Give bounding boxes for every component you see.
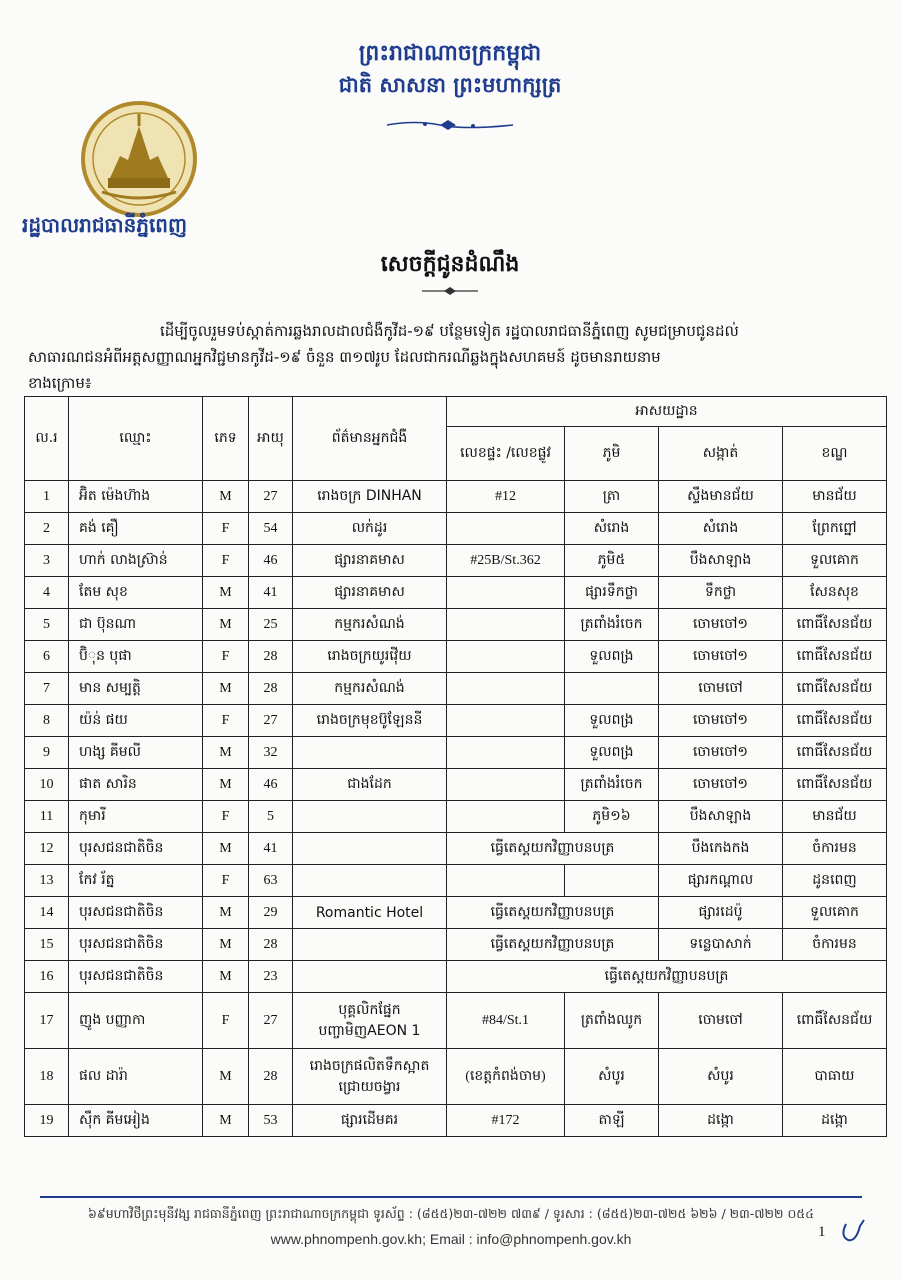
cell-house: #172: [447, 1105, 565, 1137]
cases-table: [24, 396, 887, 1137]
table-row: [25, 929, 887, 961]
cell-info: ផ្សារនាគមាស: [293, 577, 447, 609]
cell-name: ជា ប៊ុនណា: [69, 609, 203, 641]
national-motto: ជាតិ សាសនា ព្រះមហាក្សត្រ: [338, 73, 562, 97]
cell-name: បុរសជនជាតិចិន: [69, 897, 203, 929]
issuing-authority: រដ្ឋបាលរាជធានីភ្នំពេញ: [22, 213, 188, 237]
cell-sex: M: [203, 609, 249, 641]
cell-age: 27: [249, 993, 293, 1049]
table-row: [25, 481, 887, 513]
cell-no: 1: [25, 481, 69, 513]
cell-no: 17: [25, 993, 69, 1049]
cell-info: [293, 833, 447, 865]
table-row: [25, 769, 887, 801]
footer-contact: www.phnompenh.gov.kh; Email : info@phnompenh.gov.kh: [270, 1231, 632, 1247]
cell-no: 7: [25, 673, 69, 705]
col-header-house: លេខផ្ទះ /លេខផ្លូវ: [447, 427, 565, 481]
cell-commune: ចោមចៅ១: [659, 705, 783, 737]
cell-age: 5: [249, 801, 293, 833]
cell-commune: ចោមចៅ: [659, 673, 783, 705]
cell-info: លក់ដូរ: [293, 513, 447, 545]
cell-sex: F: [203, 705, 249, 737]
cell-sex: M: [203, 897, 249, 929]
cell-house: [447, 609, 565, 641]
cell-commune: ចោមចៅ: [659, 993, 783, 1049]
intro-line-3: ខាងក្រោម៖: [28, 374, 92, 392]
col-header-district: ខណ្ឌ: [783, 427, 887, 481]
cell-sex: M: [203, 481, 249, 513]
cell-village: ភូមិ៥: [565, 545, 659, 577]
cell-info: ផ្សារដើមគរ: [293, 1105, 447, 1137]
intro-line-1: ដើម្បីចូលរួមទប់ស្កាត់ការឆ្លងរាលដាលជំងឺកូវីដ-១៩ បន្ថែមទៀត រដ្ឋបាលរាជធានីភ្នំពេញ សូមជម្រាបជូនដល់: [160, 322, 739, 340]
table-row: [25, 801, 887, 833]
table-row: [25, 641, 887, 673]
cell-span: ធ្វើតេស្តយកវិញ្ញាបនបត្រ: [447, 833, 659, 865]
cell-sex: M: [203, 961, 249, 993]
cell-info: ផ្សារនាគមាស: [293, 545, 447, 577]
cell-village: [565, 865, 659, 897]
cell-commune: ដង្កោ: [659, 1105, 783, 1137]
cell-district: ចំការមន: [783, 929, 887, 961]
cell-house: [447, 513, 565, 545]
table-row: [25, 609, 887, 641]
cell-district: ពោធិ៍សែនជ័យ: [783, 641, 887, 673]
table-body: [25, 481, 887, 1137]
cell-no: 9: [25, 737, 69, 769]
cell-span: ធ្វើតេស្តយកវិញ្ញាបនបត្រ: [447, 897, 659, 929]
col-header-address: អាសយដ្ឋាន: [447, 397, 887, 427]
cell-sex: M: [203, 769, 249, 801]
cell-village: ត្រា: [565, 481, 659, 513]
col-header-village: ភូមិ: [565, 427, 659, 481]
footer-address: ៦៩មហាវិថីព្រះមុនីវង្ស រាជធានីភ្នំពេញ ព្រះរាជាណាចក្រកម្ពុជា ទូរស័ព្ទ : (៨៥៥)២៣-៧២២ ៧៣៩ / ទូរសារ : (៨៥៥)២៣-៧២៥ ៦២៦ / ២៣-៧២២ ០៥៤: [88, 1206, 814, 1221]
table-row: [25, 545, 887, 577]
cell-name: យ៉ន់ ផយ: [69, 705, 203, 737]
cell-age: 32: [249, 737, 293, 769]
col-header-no: ល.រ: [25, 397, 69, 481]
cell-house: [447, 673, 565, 705]
cell-sex: F: [203, 545, 249, 577]
col-header-info: ព័ត៌មានអ្នកជំងឺ: [293, 397, 447, 481]
cell-village: ទួលពង្រ: [565, 737, 659, 769]
cell-district: ចំការមន: [783, 833, 887, 865]
cell-district: ព្រែកព្នៅ: [783, 513, 887, 545]
table-row: [25, 673, 887, 705]
cell-age: 41: [249, 577, 293, 609]
cell-info: រោងចក្រមុខប៊ូឡែននី: [293, 705, 447, 737]
cell-name: ផាត សារិន: [69, 769, 203, 801]
cell-info: [293, 801, 447, 833]
cell-name: ស៊ឹក គីមអៀង: [69, 1105, 203, 1137]
cell-no: 4: [25, 577, 69, 609]
cell-info: កម្មករសំណង់: [293, 609, 447, 641]
cell-village: ភូមិ១៦: [565, 801, 659, 833]
cell-commune: ចោមចៅ១: [659, 641, 783, 673]
cell-no: 11: [25, 801, 69, 833]
cell-name: មាន សម្បត្តិ: [69, 673, 203, 705]
cell-district: ដង្កោ: [783, 1105, 887, 1137]
cell-district: ពោធិ៍សែនជ័យ: [783, 993, 887, 1049]
cell-commune: ចោមចៅ១: [659, 609, 783, 641]
cell-district: មានជ័យ: [783, 481, 887, 513]
col-header-name: ឈ្មោះ: [69, 397, 203, 481]
cell-name: តែម សុខ: [69, 577, 203, 609]
kingdom-heading: [300, 38, 600, 100]
cell-age: 23: [249, 961, 293, 993]
cell-age: 63: [249, 865, 293, 897]
table-row: [25, 577, 887, 609]
cell-district: ទួលគោក: [783, 545, 887, 577]
cell-name: អ៊ិត ម៉េងហ៊ាង: [69, 481, 203, 513]
table-row: [25, 737, 887, 769]
cell-village: ត្រពាំងរំចេក: [565, 609, 659, 641]
cell-info: ជាងដែក: [293, 769, 447, 801]
cell-sex: M: [203, 577, 249, 609]
cell-sex: M: [203, 929, 249, 961]
cell-no: 2: [25, 513, 69, 545]
cell-house: [447, 801, 565, 833]
cell-age: 54: [249, 513, 293, 545]
cell-name: គង់ គឿ: [69, 513, 203, 545]
cell-commune: ទឹកថ្លា: [659, 577, 783, 609]
cell-village: តាឡី: [565, 1105, 659, 1137]
cell-info: [293, 865, 447, 897]
cell-span4: ធ្វើតេស្តយកវិញ្ញាបនបត្រ: [447, 961, 887, 993]
cell-info: [293, 929, 447, 961]
cell-info: កម្មករសំណង់: [293, 673, 447, 705]
cell-commune: បឹងសាឡាង: [659, 545, 783, 577]
table-row: [25, 961, 887, 993]
cell-age: 53: [249, 1105, 293, 1137]
cell-no: 12: [25, 833, 69, 865]
cell-name: កុមារី: [69, 801, 203, 833]
cell-village: សំរោង: [565, 513, 659, 545]
intro-paragraph: [28, 318, 860, 396]
cell-sex: M: [203, 833, 249, 865]
cell-commune: ផ្សារកណ្ដាល: [659, 865, 783, 897]
cell-district: បាធាយ: [783, 1049, 887, 1105]
table-row: [25, 865, 887, 897]
table-row: [25, 897, 887, 929]
cell-age: 25: [249, 609, 293, 641]
cell-house: (ខេត្តកំពង់ចាម): [447, 1049, 565, 1105]
cell-no: 3: [25, 545, 69, 577]
cell-house: [447, 705, 565, 737]
cell-commune: សំរោង: [659, 513, 783, 545]
intro-line-2: សាធារណជនអំពីអត្តសញ្ញាណអ្នកវិជ្ជមានកូវីដ-១៩ ចំនួន ៣១៧រូប ដែលជាករណីឆ្លងក្នុងសហគមន៍ ដូចមានរាយនាម: [28, 348, 661, 366]
cell-commune: ទន្លេបាសាក់: [659, 929, 783, 961]
ornament-divider-icon: [385, 118, 515, 132]
cell-sex: F: [203, 801, 249, 833]
cell-age: 28: [249, 673, 293, 705]
cell-name: ហង្ស គីមលី: [69, 737, 203, 769]
cell-commune: ចោមចៅ១: [659, 769, 783, 801]
cell-age: 46: [249, 769, 293, 801]
cell-name: ហាក់ លាងស្រ៊ាន់: [69, 545, 203, 577]
cell-name: ញូង បញ្ញាកា: [69, 993, 203, 1049]
cell-district: ពោធិ៍សែនជ័យ: [783, 769, 887, 801]
cell-village: ត្រពាំងឈូក: [565, 993, 659, 1049]
table-row: [25, 705, 887, 737]
cell-no: 14: [25, 897, 69, 929]
cell-village: សំបូរ: [565, 1049, 659, 1105]
cell-age: 46: [249, 545, 293, 577]
cell-district: ដូនពេញ: [783, 865, 887, 897]
cell-commune: បឹងសាឡាង: [659, 801, 783, 833]
cell-district: ពោធិ៍សែនជ័យ: [783, 673, 887, 705]
cell-sex: F: [203, 993, 249, 1049]
table-row: [25, 833, 887, 865]
cell-village: ត្រពាំងរំចេក: [565, 769, 659, 801]
cell-district: ពោធិ៍សែនជ័យ: [783, 609, 887, 641]
cell-no: 16: [25, 961, 69, 993]
cell-name: កែវ រ័ត្ន: [69, 865, 203, 897]
cell-age: 27: [249, 481, 293, 513]
cell-district: មានជ័យ: [783, 801, 887, 833]
cell-house: [447, 577, 565, 609]
cell-commune: បឹងកេងកង: [659, 833, 783, 865]
cell-sex: M: [203, 1105, 249, 1137]
kingdom-name: ព្រះរាជាណាចក្រកម្ពុជា: [358, 41, 542, 66]
table-row: [25, 1105, 887, 1137]
cell-commune: ចោមចៅ១: [659, 737, 783, 769]
cell-district: ទួលគោក: [783, 897, 887, 929]
cell-name: ប៊ិុន បុផា: [69, 641, 203, 673]
cell-village: [565, 673, 659, 705]
col-header-sex: ភេទ: [203, 397, 249, 481]
cell-span: ធ្វើតេស្តយកវិញ្ញាបនបត្រ: [447, 929, 659, 961]
cell-district: ពោធិ៍សែនជ័យ: [783, 705, 887, 737]
cell-commune: ផ្សារដេប៉ូ: [659, 897, 783, 929]
title-ornament-icon: [420, 286, 480, 296]
cell-age: 41: [249, 833, 293, 865]
cell-sex: M: [203, 673, 249, 705]
cell-name: បុរសជនជាតិចិន: [69, 833, 203, 865]
cell-info: រោងចក្រ DINHAN: [293, 481, 447, 513]
cell-info: រោងចក្រយូរវ៉ើយ: [293, 641, 447, 673]
cell-village: ទួលពង្រ: [565, 641, 659, 673]
cell-no: 10: [25, 769, 69, 801]
cell-commune: ស្ទឹងមានជ័យ: [659, 481, 783, 513]
cell-age: 29: [249, 897, 293, 929]
cell-info: រោងចក្រផលិតទឹកស្អាត ជ្រោយចង្វារ: [293, 1049, 447, 1105]
cell-house: #12: [447, 481, 565, 513]
cell-name: បុរសជនជាតិចិន: [69, 961, 203, 993]
cell-no: 18: [25, 1049, 69, 1105]
cell-sex: M: [203, 737, 249, 769]
cell-name: បុរសជនជាតិចិន: [69, 929, 203, 961]
cell-info: Romantic Hotel: [293, 897, 447, 929]
table-row: [25, 513, 887, 545]
col-header-commune: សង្កាត់: [659, 427, 783, 481]
cell-sex: F: [203, 513, 249, 545]
handwritten-mark-icon: [838, 1218, 868, 1246]
cell-no: 8: [25, 705, 69, 737]
cell-no: 5: [25, 609, 69, 641]
col-header-age: អាយុ: [249, 397, 293, 481]
cell-sex: M: [203, 1049, 249, 1105]
city-seal-icon: [80, 100, 198, 218]
cell-no: 13: [25, 865, 69, 897]
cell-house: #25B/St.362: [447, 545, 565, 577]
cell-age: 28: [249, 929, 293, 961]
cell-name: ផល ដារ៉ា: [69, 1049, 203, 1105]
cell-house: [447, 865, 565, 897]
page-number: 1: [818, 1224, 826, 1240]
cell-info: [293, 737, 447, 769]
cell-district: សែនសុខ: [783, 577, 887, 609]
table-row: [25, 993, 887, 1049]
cell-info: [293, 961, 447, 993]
cell-no: 15: [25, 929, 69, 961]
cell-info: បុគ្គលិកផ្នែក បញ្ចាមិញAEON 1: [293, 993, 447, 1049]
cell-no: 6: [25, 641, 69, 673]
cell-sex: F: [203, 865, 249, 897]
cell-age: 27: [249, 705, 293, 737]
cell-house: [447, 769, 565, 801]
cell-house: [447, 641, 565, 673]
cell-commune: សំបូរ: [659, 1049, 783, 1105]
cell-age: 28: [249, 1049, 293, 1105]
cell-no: 19: [25, 1105, 69, 1137]
cell-sex: F: [203, 641, 249, 673]
cell-house: #84/St.1: [447, 993, 565, 1049]
footer: [40, 1196, 862, 1247]
cell-village: ទួលពង្រ: [565, 705, 659, 737]
cell-district: ពោធិ៍សែនជ័យ: [783, 737, 887, 769]
table-row: [25, 1049, 887, 1105]
cell-village: ផ្សារទឹកថ្លា: [565, 577, 659, 609]
cell-house: [447, 737, 565, 769]
document-title: សេចក្ដីជូនដំណឹង: [380, 252, 520, 277]
cell-age: 28: [249, 641, 293, 673]
